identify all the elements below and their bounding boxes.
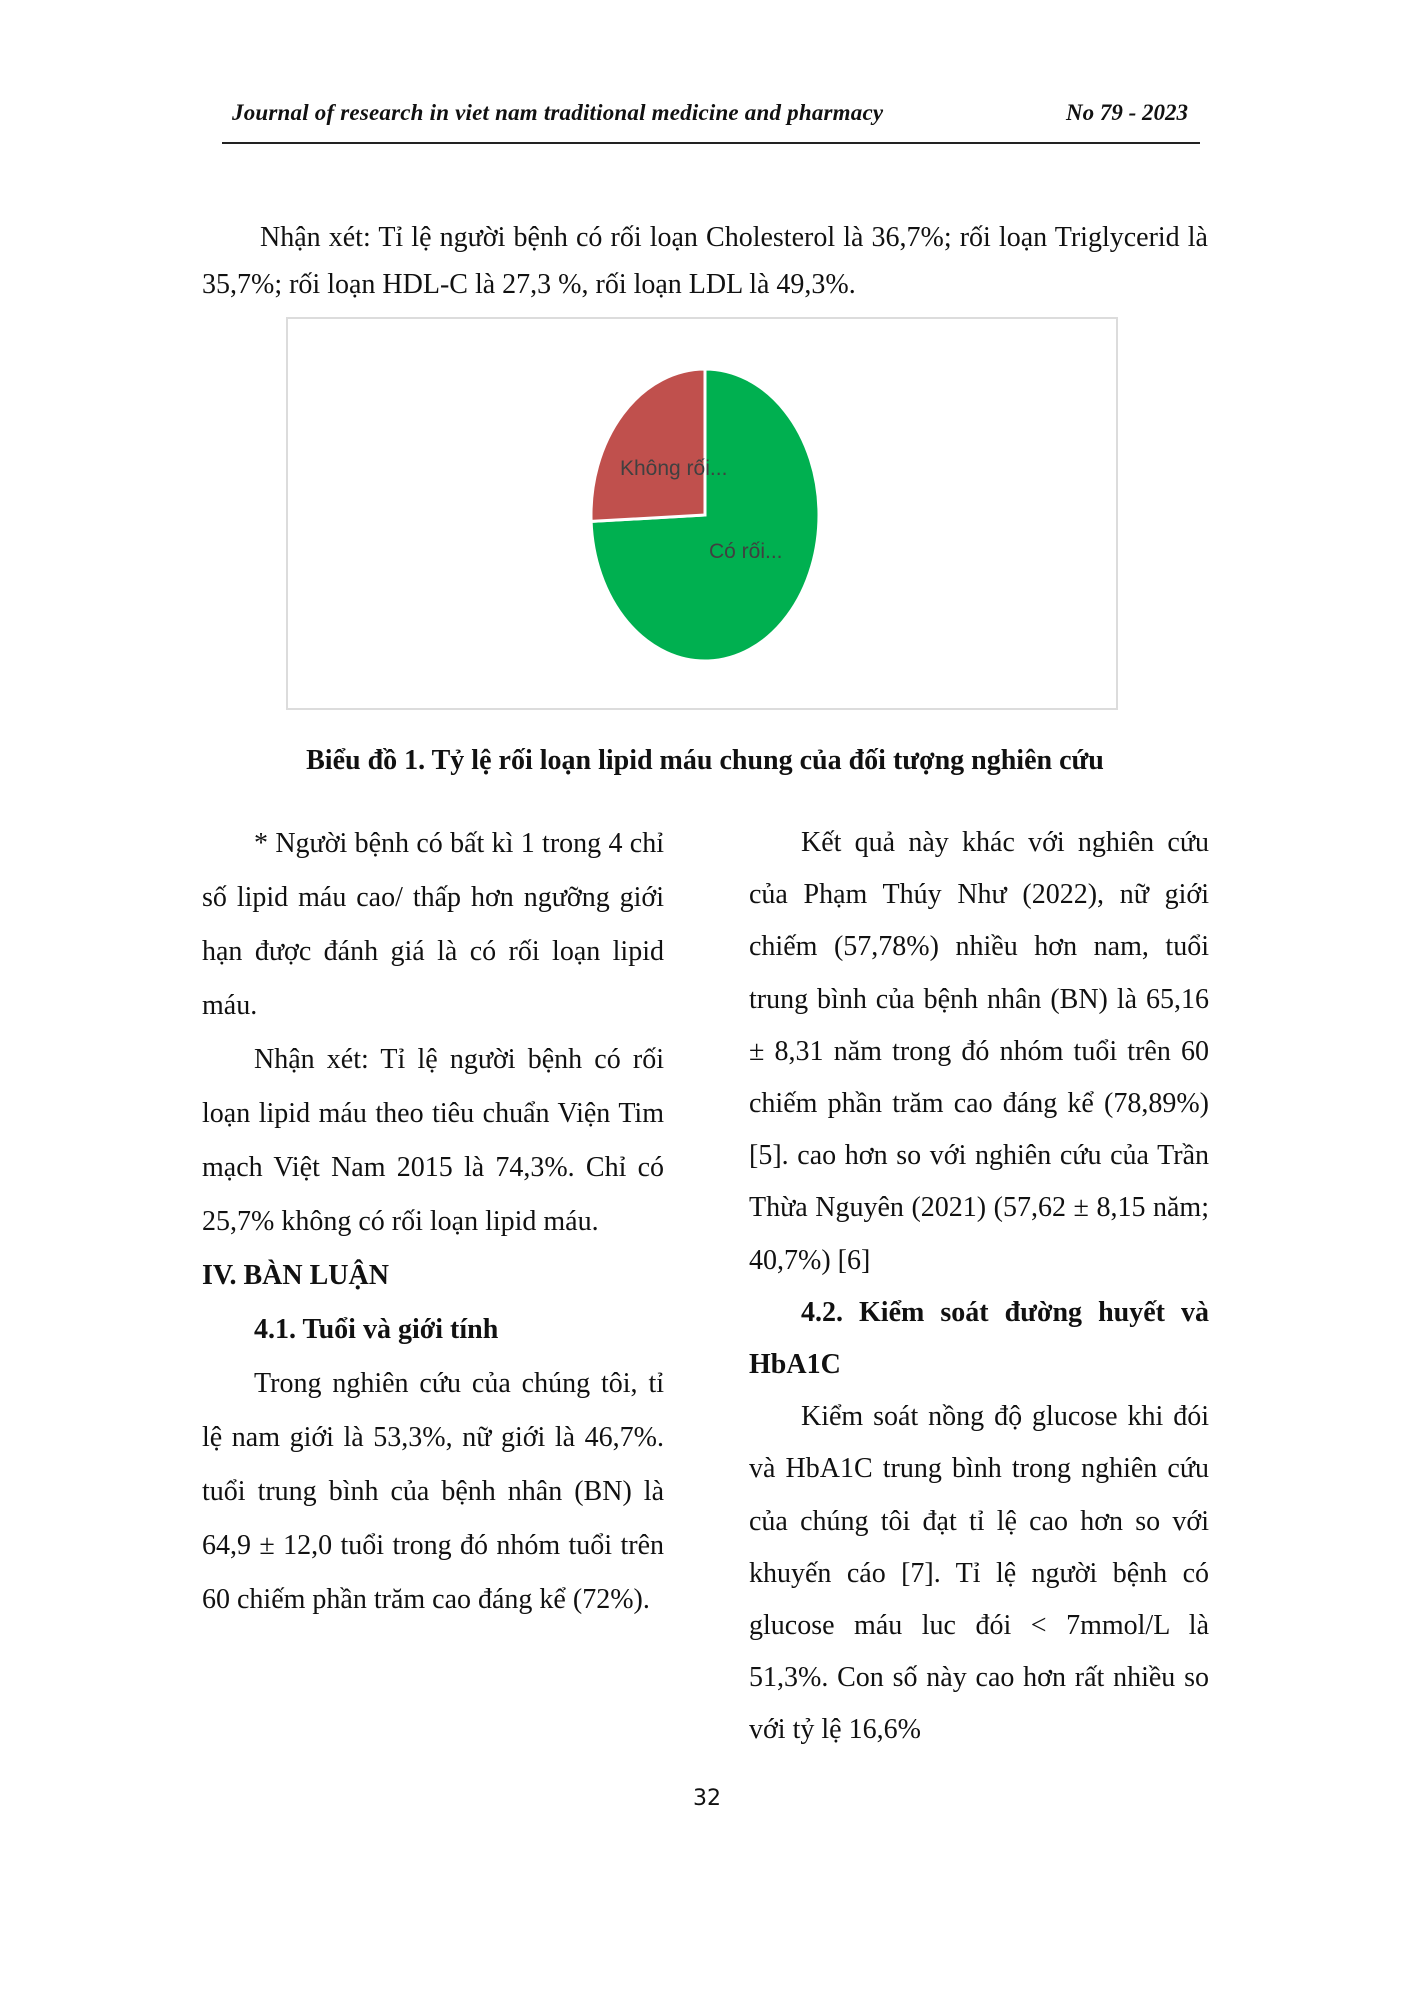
running-header <box>222 98 1200 144</box>
section-heading-discussion: IV. BÀN LUẬN <box>202 1260 389 1291</box>
pie-chart-frame <box>286 317 1118 710</box>
journal-title: Journal of research in viet nam traditional medicine and pharmacy <box>232 100 884 125</box>
subsection-heading-age-gender: 4.1. Tuổi và giới tính <box>254 1314 499 1345</box>
page-number: 32 <box>693 1786 721 1811</box>
definition-note: * Người bệnh có bất kì 1 trong 4 chỉ số lipid máu cao/ thấp hơn ngưỡng giới hạn được đánh giá là có rối loạn lipid máu. <box>202 828 664 1021</box>
intro-remark <box>202 214 1208 308</box>
figure-caption: Biểu đồ 1. Tỷ lệ rối loạn lipid máu chung của đối tượng nghiên cứu <box>306 745 1104 776</box>
pie-slice-1 <box>591 369 705 521</box>
lipid-remark: Nhận xét: Tỉ lệ người bệnh có rối loạn lipid máu theo tiêu chuẩn Viện Tim mạch Việt Nam 2015 là 74,3%. Chỉ có 25,7% không có rối loạn lipid máu. <box>202 1044 664 1237</box>
issue-number: No 79 - 2023 <box>1065 100 1188 125</box>
intro-paragraph: Nhận xét: Tỉ lệ người bệnh có rối loạn Cholesterol là 36,7%; rối loạn Triglycerid là 35,7%; rối loạn HDL-C là 27,3 %, rối loạn LDL là 49,3%. <box>202 222 1208 300</box>
pie-data-label-0: Có rối... <box>709 540 783 563</box>
right-column <box>749 817 1209 1757</box>
age-gender-paragraph: Trong nghiên cứu của chúng tôi, tỉ lệ nam giới là 53,3%, nữ giới là 46,7%. tuổi trung bình của bệnh nhân (BN) là 64,9 ± 12,0 tuổi trong đó nhóm tuổi trên 60 chiếm phần trăm cao đáng kể (72%). <box>202 1368 664 1615</box>
pie-data-label-1: Không rối... <box>620 457 728 480</box>
glucose-paragraph: Kiểm soát nồng độ glucose khi đói và HbA1C trung bình trong nghiên cứu của chúng tôi đạt tỉ lệ cao hơn so với khuyến cáo [7]. Tỉ lệ người bệnh có glucose máu luc đói < 7mmol/L là 51,3%. Con số này cao hơn rất nhiều so với tỷ lệ 16,6% <box>749 1401 1209 1746</box>
subsection-heading-glucose: 4.2. Kiểm soát đường huyết và HbA1C <box>749 1296 1209 1381</box>
pie-chart <box>288 319 1116 708</box>
comparison-paragraph: Kết quả này khác với nghiên cứu của Phạm Thúy Như (2022), nữ giới chiếm (57,78%) nhiều hơn nam, tuổi trung bình của bệnh nhân (BN) là 65,16 ± 8,31 năm trong đó nhóm tuổi trên 60 chiếm phần trăm cao đáng kể (78,89%) [5]. cao hơn so với nghiên cứu của Trần Thừa Nguyên (2021) (57,62 ± 8,15 năm; 40,7%) [6] <box>749 827 1209 1276</box>
left-column <box>202 817 664 1627</box>
